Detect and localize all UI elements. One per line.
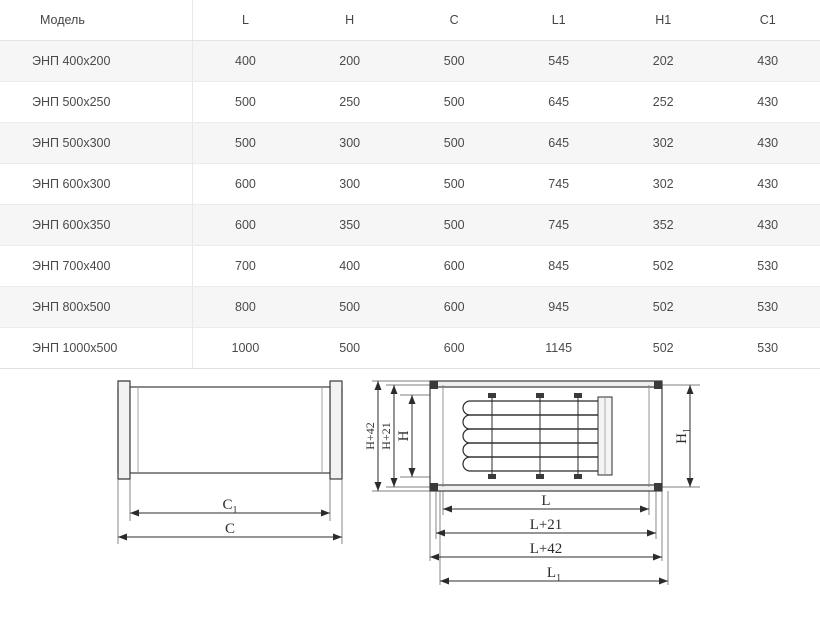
table-row — [0, 82, 820, 123]
cell-c: 600 — [402, 328, 507, 369]
front-view-dim-h-plus-21: H+21 — [379, 422, 393, 450]
cell-l1: 545 — [506, 41, 611, 82]
cell-h: 500 — [297, 287, 402, 328]
cell-h1: 202 — [611, 41, 716, 82]
cell-h: 250 — [297, 82, 402, 123]
table-header-row — [0, 0, 820, 41]
drawings-svg — [0, 369, 820, 619]
cell-l1: 945 — [506, 287, 611, 328]
cell-c1: 430 — [715, 41, 820, 82]
table-row — [0, 41, 820, 82]
cell-l: 500 — [193, 123, 298, 164]
cell-c: 500 — [402, 123, 507, 164]
cell-l: 500 — [193, 82, 298, 123]
cell-c: 500 — [402, 164, 507, 205]
cell-model: ЭНП 500х250 — [0, 82, 193, 123]
table-row — [0, 205, 820, 246]
table-row — [0, 328, 820, 369]
cell-l1: 745 — [506, 164, 611, 205]
table-row — [0, 246, 820, 287]
cell-h: 300 — [297, 123, 402, 164]
cell-l: 800 — [193, 287, 298, 328]
table-row — [0, 287, 820, 328]
cell-model: ЭНП 400х200 — [0, 41, 193, 82]
cell-c: 500 — [402, 41, 507, 82]
column-header-h1: H1 — [611, 0, 716, 41]
side-view-drawing — [118, 381, 342, 544]
cell-h1: 252 — [611, 82, 716, 123]
cell-h: 300 — [297, 164, 402, 205]
cell-c: 500 — [402, 205, 507, 246]
cell-model: ЭНП 800х500 — [0, 287, 193, 328]
cell-l1: 645 — [506, 82, 611, 123]
cell-h1: 352 — [611, 205, 716, 246]
cell-c1: 430 — [715, 82, 820, 123]
cell-l1: 1145 — [506, 328, 611, 369]
cell-c1: 430 — [715, 123, 820, 164]
table-header — [0, 0, 820, 41]
front-view-dim-h: H — [396, 430, 412, 442]
front-view-dim-l-plus-21: L+21 — [529, 517, 563, 533]
cell-c1: 530 — [715, 287, 820, 328]
cell-c: 500 — [402, 82, 507, 123]
table-body — [0, 41, 820, 369]
cell-l: 1000 — [193, 328, 298, 369]
cell-c: 600 — [402, 246, 507, 287]
column-header-l1: L1 — [506, 0, 611, 41]
cell-h: 350 — [297, 205, 402, 246]
side-view-dim-c: C — [224, 521, 236, 537]
side-view-dim-c1: $C_1$ — [222, 497, 238, 516]
cell-model: ЭНП 500х300 — [0, 123, 193, 164]
column-header-c: C — [402, 0, 507, 41]
cell-l1: 845 — [506, 246, 611, 287]
table-row — [0, 164, 820, 205]
cell-c: 600 — [402, 287, 507, 328]
cell-model: ЭНП 600х350 — [0, 205, 193, 246]
cell-model: ЭНП 600х300 — [0, 164, 193, 205]
cell-h: 400 — [297, 246, 402, 287]
cell-model: ЭНП 1000х500 — [0, 328, 193, 369]
cell-c1: 530 — [715, 328, 820, 369]
front-view-dim-h-plus-42: H+42 — [363, 422, 377, 450]
column-header-l: L — [193, 0, 298, 41]
cell-h1: 502 — [611, 328, 716, 369]
cell-c1: 530 — [715, 246, 820, 287]
column-header-model: Модель — [0, 0, 193, 41]
front-view-dim-l1: $L_1$ — [546, 565, 562, 584]
cell-h1: 502 — [611, 246, 716, 287]
cell-h: 500 — [297, 328, 402, 369]
cell-h1: 502 — [611, 287, 716, 328]
technical-drawings — [0, 369, 820, 619]
cell-h: 200 — [297, 41, 402, 82]
front-view-dim-l: L — [541, 493, 551, 509]
column-header-h: H — [297, 0, 402, 41]
cell-c1: 430 — [715, 164, 820, 205]
cell-l: 600 — [193, 205, 298, 246]
cell-h1: 302 — [611, 164, 716, 205]
front-view-dim-h1: $H_1$ — [674, 428, 693, 444]
cell-model: ЭНП 700х400 — [0, 246, 193, 287]
cell-h1: 302 — [611, 123, 716, 164]
cell-l: 700 — [193, 246, 298, 287]
cell-l1: 745 — [506, 205, 611, 246]
cell-l: 600 — [193, 164, 298, 205]
cell-l1: 645 — [506, 123, 611, 164]
table-row — [0, 123, 820, 164]
cell-l: 400 — [193, 41, 298, 82]
front-view-dim-l-plus-42: L+42 — [529, 541, 563, 557]
column-header-c1: C1 — [715, 0, 820, 41]
cell-c1: 430 — [715, 205, 820, 246]
